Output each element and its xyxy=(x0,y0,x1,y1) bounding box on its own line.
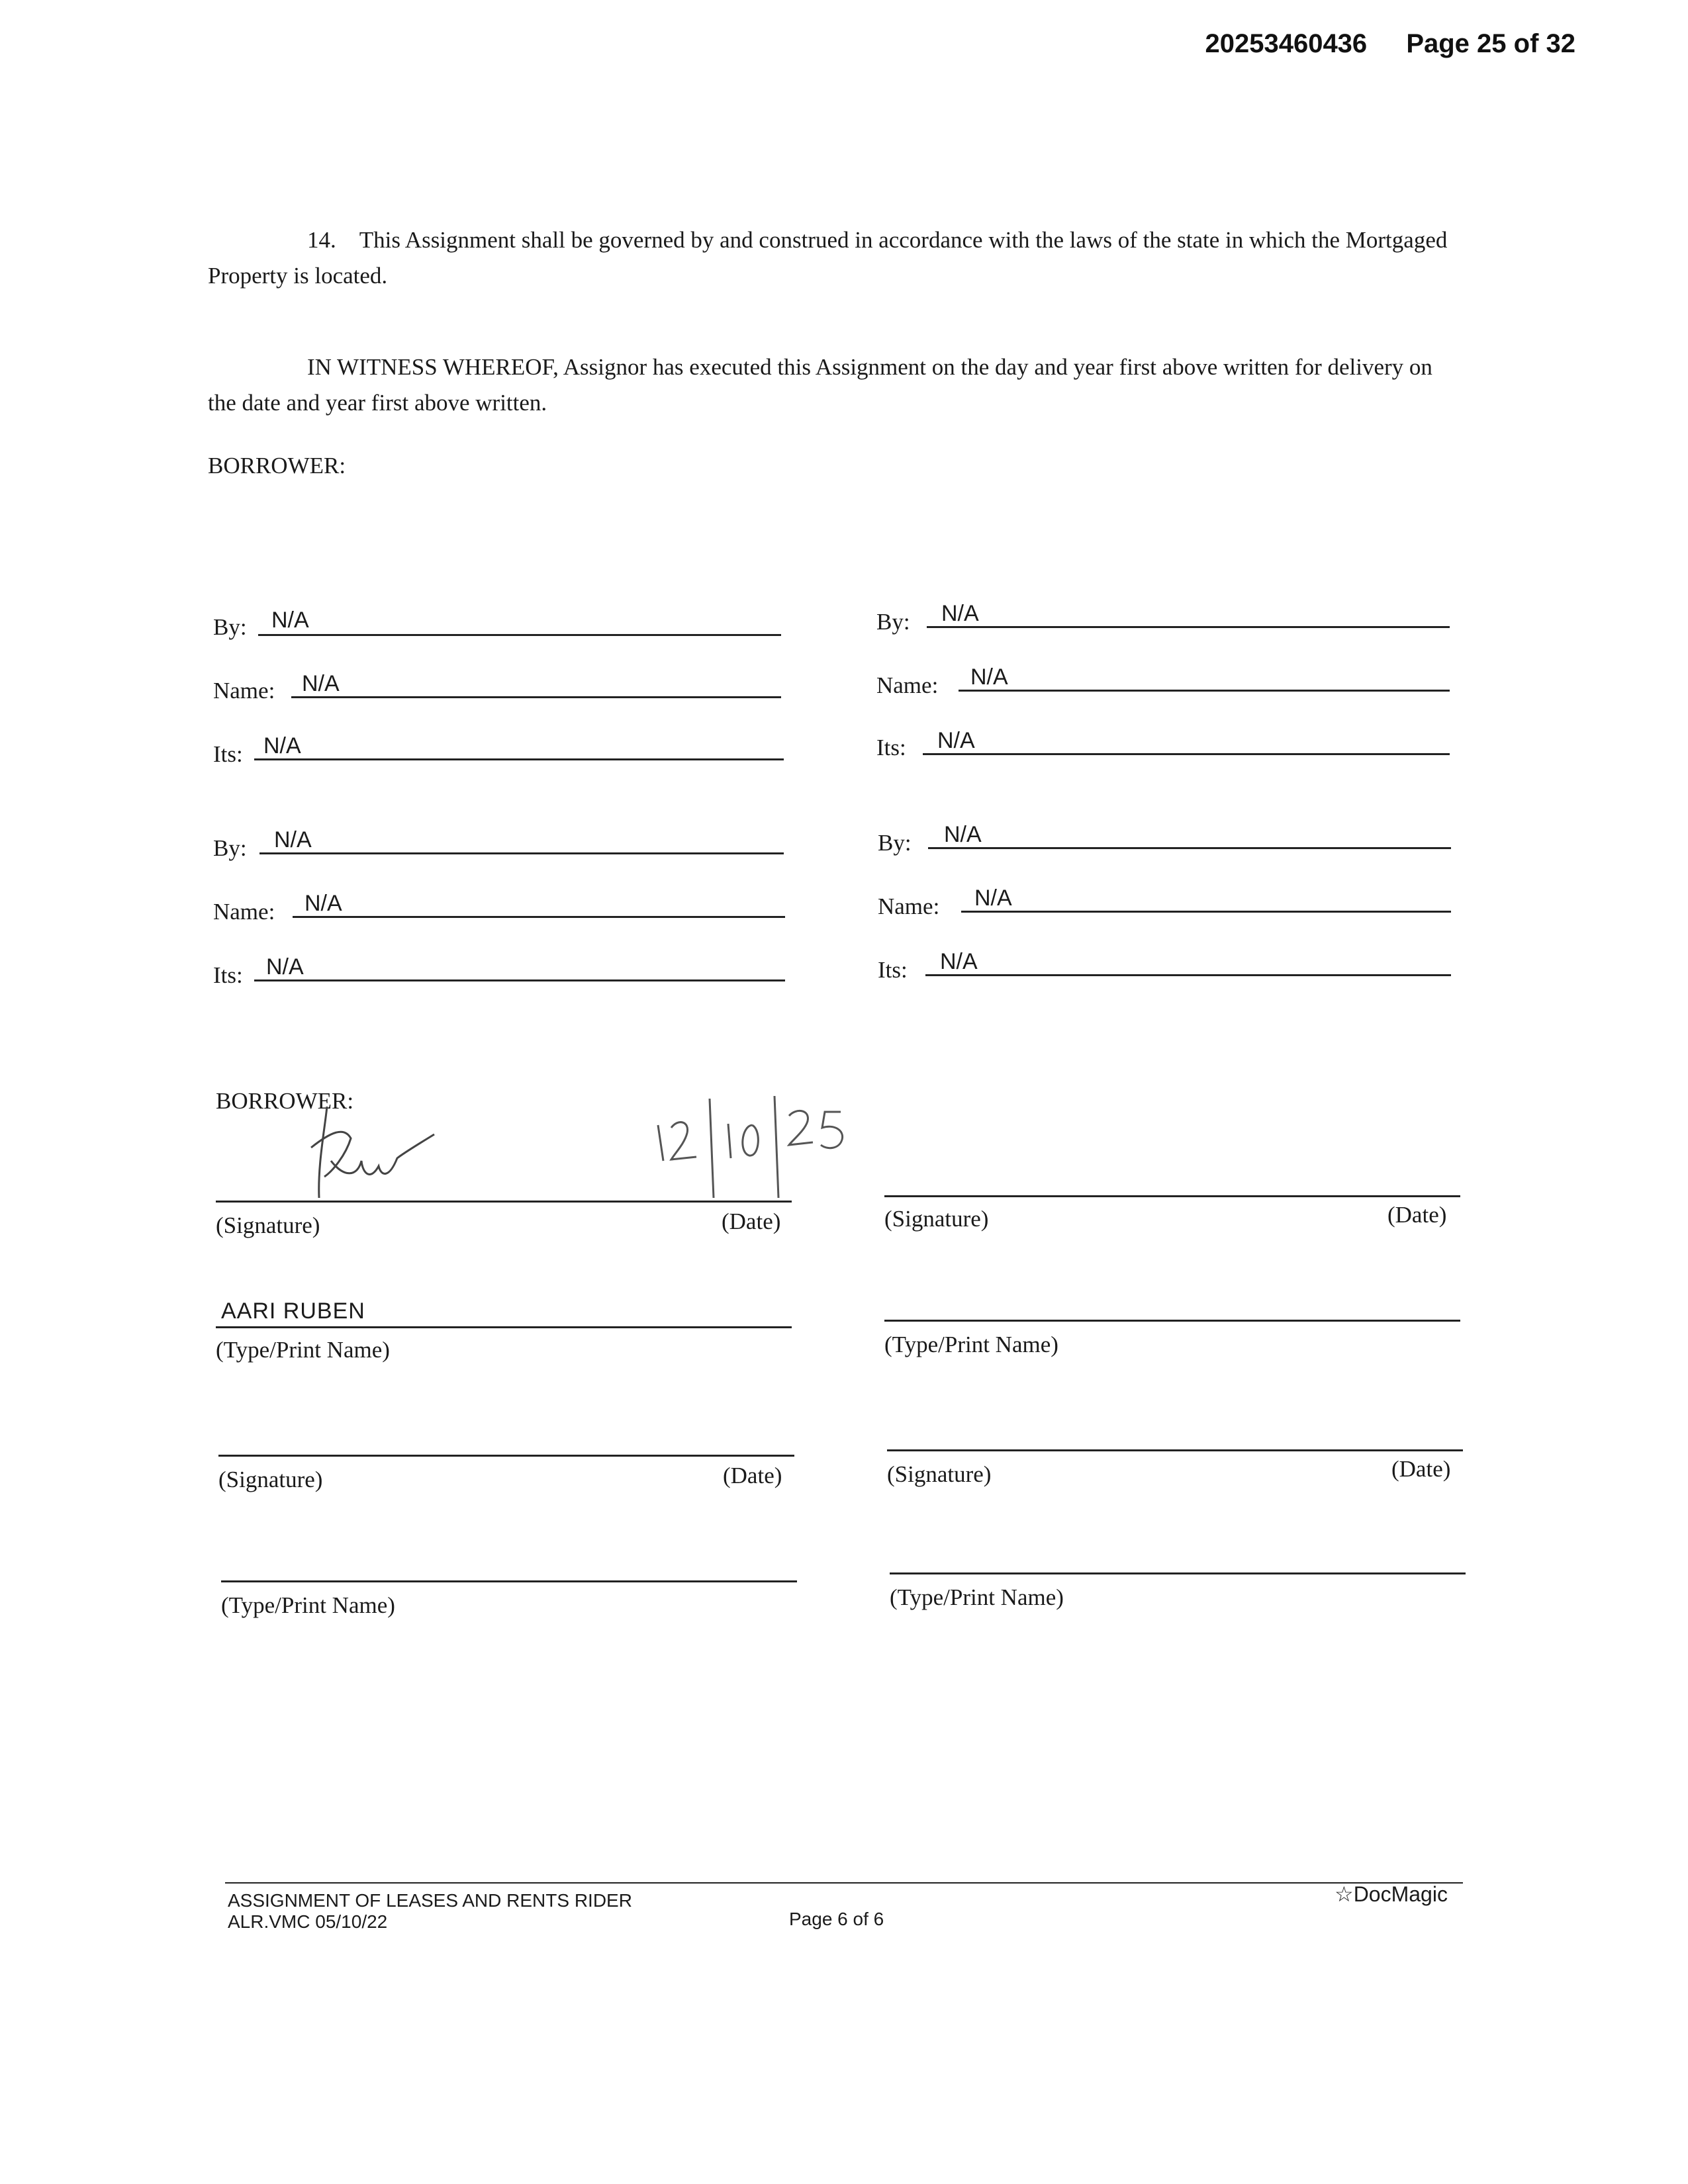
signature-line xyxy=(218,1455,794,1457)
name-value: N/A xyxy=(970,664,1008,690)
name-line xyxy=(291,696,781,698)
its-label: Its: xyxy=(878,957,908,983)
name-label: Name: xyxy=(213,678,275,704)
its-line xyxy=(254,979,785,981)
date-caption: (Date) xyxy=(1391,1456,1451,1482)
its-label: Its: xyxy=(213,962,243,988)
its-value: N/A xyxy=(940,949,978,974)
footer-brand xyxy=(1335,1884,1448,1905)
signature-caption: (Signature) xyxy=(884,1206,989,1232)
name-value: N/A xyxy=(305,891,342,916)
print-name-caption: (Type/Print Name) xyxy=(884,1332,1058,1357)
print-name-line xyxy=(890,1572,1466,1574)
by-value: N/A xyxy=(941,601,979,626)
date-caption: (Date) xyxy=(1387,1202,1447,1228)
print-name-line xyxy=(221,1580,797,1582)
clause-number: 14. xyxy=(307,227,336,253)
name-label: Name: xyxy=(213,899,275,925)
by-value: N/A xyxy=(944,822,982,847)
footer-page: Page 6 of 6 xyxy=(789,1909,884,1929)
signature-caption: (Signature) xyxy=(887,1461,992,1487)
name-line xyxy=(961,911,1451,913)
name-label: Name: xyxy=(878,893,940,919)
its-line xyxy=(925,974,1451,976)
its-value: N/A xyxy=(937,728,975,753)
name-line xyxy=(293,916,785,918)
print-name-line xyxy=(216,1326,792,1328)
page-header xyxy=(1205,29,1575,59)
signature-caption: (Signature) xyxy=(216,1212,320,1238)
by-value: N/A xyxy=(271,608,309,633)
witness-paragraph xyxy=(208,349,1452,421)
by-label: By: xyxy=(876,609,910,635)
signature-caption: (Signature) xyxy=(218,1467,323,1492)
handwritten-date xyxy=(649,1092,854,1205)
by-line xyxy=(259,852,784,854)
name-label: Name: xyxy=(876,672,939,698)
its-line xyxy=(923,753,1450,755)
witness-text: IN WITNESS WHEREOF, Assignor has executed this Assignment on the day and year first above written for delivery on the date and year first above written. xyxy=(208,354,1432,416)
its-line xyxy=(254,758,784,760)
footer-form-title: ASSIGNMENT OF LEASES AND RENTS RIDER xyxy=(228,1890,632,1911)
its-label: Its: xyxy=(213,741,243,767)
borrower-heading: BORROWER: xyxy=(208,453,346,478)
signature-line xyxy=(887,1449,1463,1451)
signature-line xyxy=(884,1195,1460,1197)
by-label: By: xyxy=(878,830,912,856)
by-line xyxy=(928,847,1451,849)
print-name-caption: (Type/Print Name) xyxy=(216,1337,390,1363)
print-name-caption: (Type/Print Name) xyxy=(221,1592,395,1618)
its-label: Its: xyxy=(876,735,906,760)
signature-line xyxy=(216,1201,792,1203)
date-caption: (Date) xyxy=(723,1463,782,1488)
document-number: 20253460436 xyxy=(1205,29,1368,58)
name-line xyxy=(959,690,1450,692)
page-counter: Page 25 of 32 xyxy=(1406,29,1575,58)
printed-name-value: AARI RUBEN xyxy=(221,1298,365,1324)
footer-form-code: ALR.VMC 05/10/22 xyxy=(228,1911,388,1932)
its-value: N/A xyxy=(263,733,301,758)
name-value: N/A xyxy=(302,671,340,696)
by-label: By: xyxy=(213,614,247,640)
by-line xyxy=(258,634,781,636)
by-value: N/A xyxy=(274,827,312,852)
by-label: By: xyxy=(213,835,247,861)
name-value: N/A xyxy=(974,886,1012,911)
borrower-heading: BORROWER: xyxy=(216,1088,354,1114)
clause-text: This Assignment shall be governed by and construed in accordance with the laws of the state in which the Mortgaged Property is located. xyxy=(208,227,1448,289)
brand-name: DocMagic xyxy=(1353,1882,1448,1906)
date-caption: (Date) xyxy=(722,1208,781,1234)
footer-rule xyxy=(225,1882,1463,1884)
star-outline-icon: ☆ xyxy=(1335,1882,1354,1906)
print-name-caption: (Type/Print Name) xyxy=(890,1584,1064,1610)
handwritten-signature xyxy=(305,1092,450,1211)
by-line xyxy=(927,626,1450,628)
print-name-line xyxy=(884,1320,1460,1322)
its-value: N/A xyxy=(266,954,304,979)
clause-14 xyxy=(208,222,1452,294)
